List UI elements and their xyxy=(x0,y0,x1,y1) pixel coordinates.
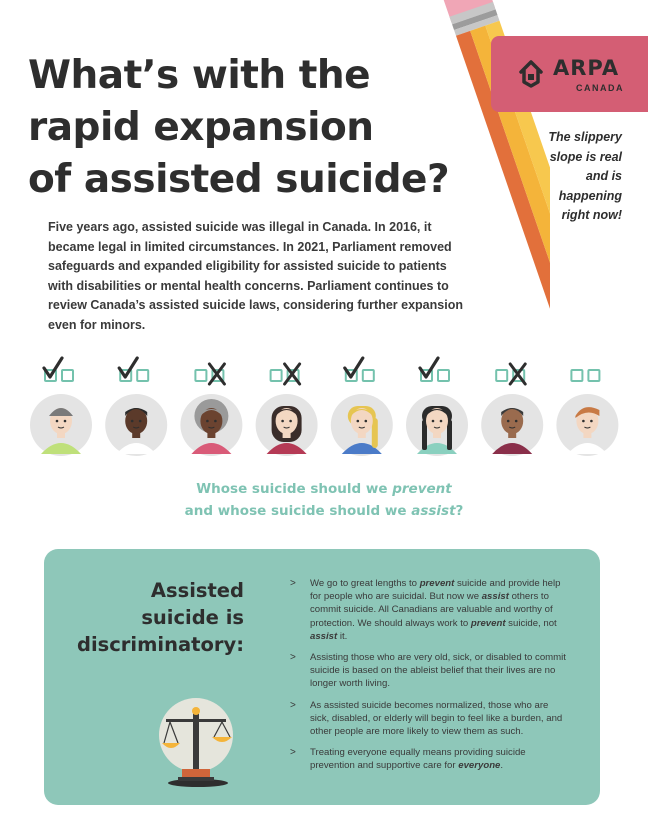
checkbox-pair xyxy=(496,364,525,384)
logo-name: ARPA xyxy=(553,56,620,80)
tagline-line: happening xyxy=(558,188,622,203)
emphasis-text: everyone xyxy=(458,760,501,772)
intro-line: review Canada’s assisted suicide laws, considering further expansion xyxy=(48,298,463,312)
avatar-eye xyxy=(440,420,443,423)
checkbox xyxy=(195,370,206,381)
emphasis-text: assist xyxy=(310,630,338,642)
title-line-2: rapid expansion xyxy=(28,105,374,150)
bullet-text: for people who are suicidal. But now we xyxy=(310,591,482,603)
bullet-line xyxy=(310,664,580,677)
bullet-line xyxy=(310,630,580,643)
panel-title xyxy=(44,577,244,658)
bullet-line xyxy=(310,712,580,725)
avatar-eye xyxy=(56,420,59,423)
checkbox-pair xyxy=(271,364,300,384)
question-line-2: and whose suicide should we assist? xyxy=(184,503,464,519)
question-text xyxy=(0,478,648,522)
bullet-line xyxy=(310,603,580,616)
bullet-line xyxy=(310,746,580,759)
checkbox xyxy=(62,370,73,381)
bullet-text: sick, disabled, or elderly will begin to feel like a burden, and xyxy=(310,712,563,724)
tagline-line: The slippery xyxy=(548,130,622,144)
assist-emphasis: assist xyxy=(411,503,456,519)
avatar-eye xyxy=(515,420,518,423)
intro-line: safeguards and expanded eligibility for assisted suicide to patients xyxy=(48,259,447,273)
checkmark-icon xyxy=(44,358,62,377)
avatar-eye xyxy=(281,420,284,423)
intro-line: became legal in limited circumstances. In 2021, Parliament removed xyxy=(48,239,452,254)
checkmark-icon xyxy=(119,358,137,377)
bullet-text: suicide and provide help xyxy=(454,578,561,589)
question-line-1: Whose suicide should we prevent xyxy=(196,481,452,497)
chevron-right-icon: > xyxy=(290,578,296,589)
checkbox-pair xyxy=(420,358,449,381)
checkbox-pair xyxy=(44,358,73,381)
bullet-list xyxy=(290,577,580,781)
bullet-line xyxy=(310,577,580,590)
bullet-text: suicide is based on the ableist belief that their lives are no xyxy=(310,665,556,677)
person-avatar xyxy=(481,394,543,456)
bullet-line xyxy=(310,725,580,738)
person-avatar xyxy=(105,394,167,456)
scales-of-justice-icon xyxy=(156,697,236,789)
checkmark-icon xyxy=(345,358,363,377)
bullet-text: We go to great lengths to xyxy=(310,578,420,589)
bullet-text: others to xyxy=(508,591,549,603)
avatar-eye xyxy=(289,420,292,423)
tagline-line: and is xyxy=(585,169,622,183)
avatar-eye xyxy=(432,420,435,423)
checkbox xyxy=(363,370,374,381)
arpa-house-icon xyxy=(515,56,547,88)
bullet-text: other people are more likely to view them as such. xyxy=(310,726,524,738)
bullet-text: . xyxy=(500,760,504,772)
bullet-text: suicide, not xyxy=(505,617,557,629)
intro-line: even for minors. xyxy=(48,317,146,332)
person-avatar xyxy=(556,394,618,456)
person-avatar xyxy=(256,394,318,456)
arpa-logo[interactable] xyxy=(491,36,648,112)
checkbox xyxy=(271,370,282,381)
checkbox-pair xyxy=(345,358,374,381)
person-avatar xyxy=(30,394,92,456)
bullet-line xyxy=(310,759,580,772)
person-avatar xyxy=(180,394,242,456)
checkbox xyxy=(588,370,599,381)
checkbox-pair xyxy=(571,370,599,381)
person-avatar xyxy=(406,394,468,456)
checkbox-pair xyxy=(119,358,148,381)
intro-line: with disabilities or mental health concerns. Parliament continues to xyxy=(48,278,449,293)
checkbox xyxy=(438,370,449,381)
bullet-text: Treating everyone equally means providing suicide xyxy=(310,747,526,759)
intro-paragraph xyxy=(48,218,468,335)
avatar-eye xyxy=(507,420,510,423)
bullet-item xyxy=(290,577,580,643)
bullet-line xyxy=(310,590,580,603)
tagline xyxy=(510,128,622,226)
bullet-text: commit suicide. All Canadians are valuable and worthy of xyxy=(310,604,553,616)
avatar-eye xyxy=(64,420,67,423)
avatar-eye xyxy=(582,420,585,423)
checkbox xyxy=(496,370,507,381)
title-line-3: of assisted suicide? xyxy=(28,157,450,202)
bullet-text: prevention and supportive care for xyxy=(310,760,459,772)
avatar-eye xyxy=(357,420,360,423)
bullet-text: longer worth living. xyxy=(310,678,390,690)
avatar-eye xyxy=(214,420,217,423)
tagline-line: slope is real xyxy=(549,149,622,164)
people-row xyxy=(0,392,648,462)
bullet-line xyxy=(310,617,580,630)
avatar-eye xyxy=(590,420,593,423)
bullet-text: As assisted suicide becomes normalized, those who are xyxy=(310,699,549,711)
panel-title-line: discriminatory: xyxy=(77,633,244,656)
avatar-braid xyxy=(422,420,427,450)
bullet-text: protection. We should always work to xyxy=(310,617,471,629)
person-avatar xyxy=(331,394,393,456)
avatar-eye xyxy=(206,420,209,423)
checkmark-icon xyxy=(420,358,438,377)
checkbox xyxy=(137,370,148,381)
checkbox-row xyxy=(0,356,648,388)
avatar-eye xyxy=(131,420,134,423)
prevent-emphasis: prevent xyxy=(392,481,452,497)
chevron-right-icon: > xyxy=(290,652,296,664)
bullet-line xyxy=(310,699,580,712)
bullet-item xyxy=(290,746,580,772)
avatar-eye xyxy=(365,420,368,423)
chevron-right-icon: > xyxy=(290,747,296,759)
discriminatory-panel xyxy=(44,549,600,805)
checkbox xyxy=(571,370,582,381)
chevron-right-icon: > xyxy=(290,699,296,711)
bullet-item xyxy=(290,699,580,739)
bullet-line xyxy=(310,677,580,690)
bullet-line xyxy=(310,651,580,664)
emphasis-text: assist xyxy=(481,591,509,603)
logo-subtitle: CANADA xyxy=(576,83,624,93)
bullet-item xyxy=(290,651,580,691)
tagline-line: right now! xyxy=(561,208,622,222)
panel-title-line: Assisted xyxy=(150,579,244,602)
avatar-braid xyxy=(447,420,452,450)
intro-line: Five years ago, assisted suicide was illegal in Canada. In 2016, it xyxy=(48,220,432,234)
panel-title-line: suicide is xyxy=(141,606,244,629)
title-line-1: What’s with the xyxy=(28,53,371,98)
avatar-eye xyxy=(139,420,142,423)
bullet-text: Assisting those who are very old, sick, or disabled to commit xyxy=(310,652,566,664)
bullet-text: it. xyxy=(337,630,348,642)
checkbox-pair xyxy=(195,364,224,384)
emphasis-text: prevent xyxy=(419,578,455,589)
emphasis-text: prevent xyxy=(470,617,506,629)
